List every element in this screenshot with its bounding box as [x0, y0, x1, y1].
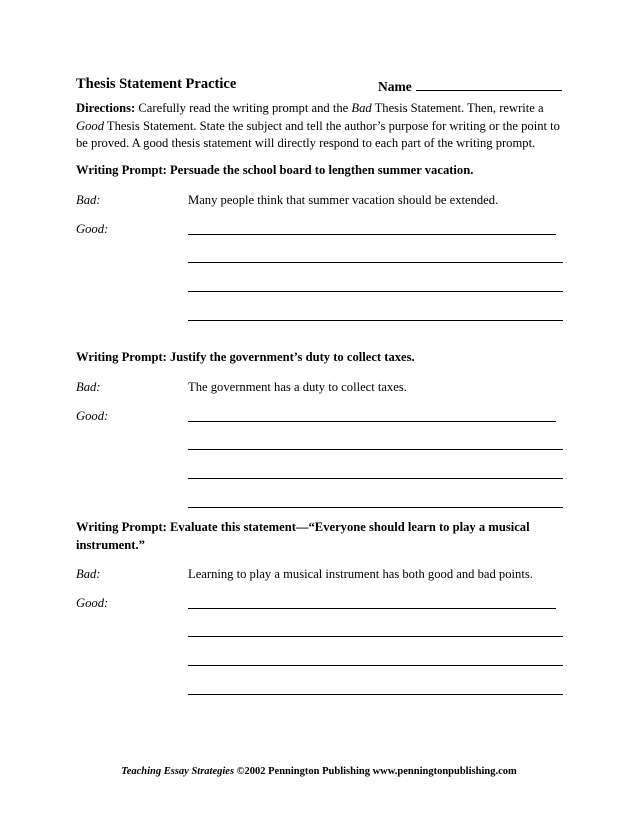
directions-text: Thesis Statement. State the subject and tell the author’s purpose for writing or the point to be proved. A good thesis statement will directly respond to each part of the writing prompt. — [76, 118, 560, 150]
page-footer — [0, 766, 638, 777]
answer-line[interactable] — [188, 478, 563, 479]
directions-text: Thesis Statement. Then, rewrite a — [371, 101, 544, 115]
writing-prompt-3: Writing Prompt: Evaluate this statement—“Everyone should learn to play a musical instrument.” — [76, 520, 530, 552]
worksheet-title: Thesis Statement Practice — [76, 76, 237, 92]
directions-bad-word: Bad — [351, 101, 372, 115]
answer-line[interactable] — [188, 262, 563, 263]
bad-label-3: Bad: — [76, 567, 101, 581]
good-label-3: Good: — [76, 596, 109, 610]
name-blank-line — [416, 77, 562, 91]
name-field — [378, 77, 562, 95]
answer-line[interactable] — [188, 291, 563, 292]
directions-label: Directions: — [76, 101, 136, 115]
bad-statement-2: The government has a duty to collect taxes. — [188, 380, 407, 394]
footer-publisher: ©2002 Pennington Publishing www.penningtonpublishing.com — [234, 766, 517, 777]
directions-good-word: Good — [76, 118, 104, 133]
good-label-1: Good: — [76, 222, 109, 236]
bad-label-2: Bad: — [76, 380, 101, 394]
bad-statement-1: Many people think that summer vacation should be extended. — [188, 193, 499, 207]
answer-line[interactable] — [188, 665, 563, 666]
bad-statement-3: Learning to play a musical instrument has both good and bad points. — [188, 567, 533, 581]
writing-prompt-1: Writing Prompt: Persuade the school board to lengthen summer vacation. — [76, 163, 474, 177]
writing-prompt-2: Writing Prompt: Justify the government’s duty to collect taxes. — [76, 350, 415, 364]
good-label-2: Good: — [76, 409, 109, 423]
directions-paragraph — [76, 100, 566, 153]
answer-line[interactable] — [188, 449, 563, 450]
bad-label-1: Bad: — [76, 193, 101, 207]
answer-line[interactable] — [188, 507, 563, 508]
answer-line[interactable] — [188, 636, 563, 637]
answer-line[interactable] — [188, 320, 563, 321]
name-label: Name — [378, 79, 412, 94]
footer-book-title: Teaching Essay Strategies — [121, 766, 235, 777]
directions-text: Carefully read the writing prompt and the — [135, 101, 352, 115]
answer-line[interactable] — [188, 421, 556, 422]
answer-line[interactable] — [188, 694, 563, 695]
answer-line[interactable] — [188, 608, 556, 609]
answer-line[interactable] — [188, 234, 556, 235]
